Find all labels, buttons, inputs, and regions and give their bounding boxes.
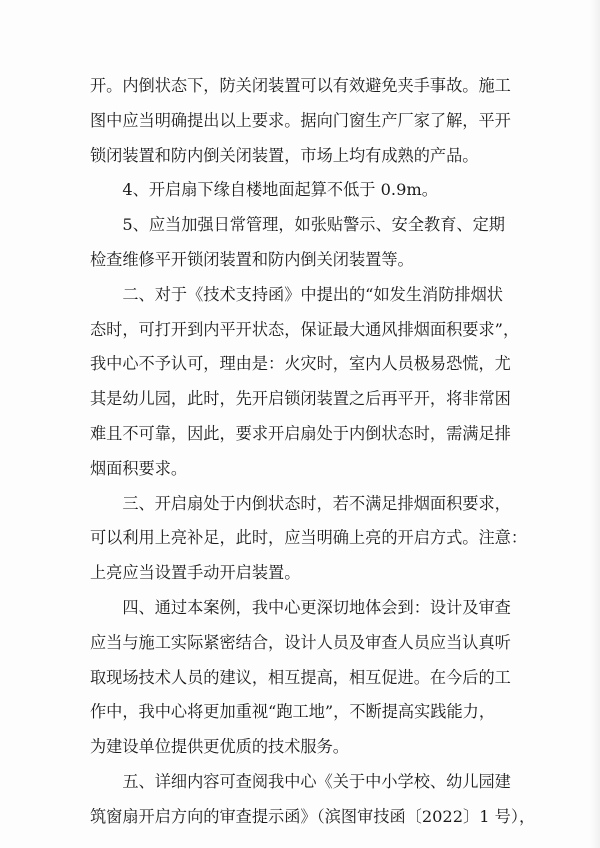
text-line: 锁闭装置和防内倒关闭装置，市场上均有成熟的产品。	[90, 145, 479, 165]
text-line: 作中，我中心将更加重视“跑工地”，不断提高实践能力，	[90, 702, 496, 722]
paragraph-section-3	[90, 487, 530, 591]
text-line: 4、开启扇下缘自楼地面起算不低于 0.9m。	[90, 180, 438, 200]
text-line: 筑窗扇开启方向的审查提示函》（滨图审技函〔2022〕1 号），	[90, 806, 536, 826]
paragraph-item-5	[90, 208, 530, 278]
text-line: 为建设单位提供更优质的技术服务。	[90, 737, 349, 757]
text-line: 二、对于《技术支持函》中提出的“如发生消防排烟状	[90, 284, 503, 304]
text-line: 烟面积要求。	[90, 458, 188, 478]
text-line: 五、详细内容可查阅我中心《关于中小学校、幼儿园建	[90, 771, 511, 791]
text-line: 图中应当明确提出以上要求。据向门窗生产厂家了解，平开	[90, 110, 511, 130]
text-line: 应当与施工实际紧密结合，设计人员及审查人员应当认真听	[90, 632, 511, 652]
text-line: 可以利用上亮补足，此时，应当明确上亮的开启方式。注意：	[90, 528, 528, 548]
text-line: 四、通过本案例，我中心更深切地体会到：设计及审查	[90, 597, 511, 617]
paragraph-item-4	[90, 173, 530, 208]
text-line: 上亮应当设置手动开启装置。	[90, 563, 301, 583]
paragraph-section-2	[90, 278, 530, 487]
paragraph-continuation	[90, 69, 530, 173]
text-line: 取现场技术人员的建议，相互提高，相互促进。在今后的工	[90, 667, 511, 687]
text-line: 三、开启扇处于内倒状态时，若不满足排烟面积要求，	[90, 493, 511, 513]
text-line: 我中心不予认可，理由是：火灾时，室内人员极易恐慌，尤	[90, 354, 511, 374]
text-line: 难且不可靠，因此，要求开启扇处于内倒状态时，需满足排	[90, 423, 511, 443]
paragraph-section-4	[90, 591, 530, 765]
paragraph-section-5	[90, 765, 536, 835]
text-line: 5、应当加强日常管理，如张贴警示、安全教育、定期	[90, 215, 505, 235]
page-edge-shadow	[590, 0, 600, 848]
text-line: 开。内倒状态下，防关闭装置可以有效避免夹手事故。施工	[90, 76, 511, 95]
text-line: 检查维修平开锁闭装置和防内倒关闭装置等。	[90, 249, 414, 269]
document-body	[90, 69, 536, 835]
text-line: 其是幼儿园，此时，先开启锁闭装置之后再平开，将非常困	[90, 389, 511, 409]
text-line: 态时，可打开到内平开状态，保证最大通风排烟面积要求”，	[90, 319, 520, 339]
